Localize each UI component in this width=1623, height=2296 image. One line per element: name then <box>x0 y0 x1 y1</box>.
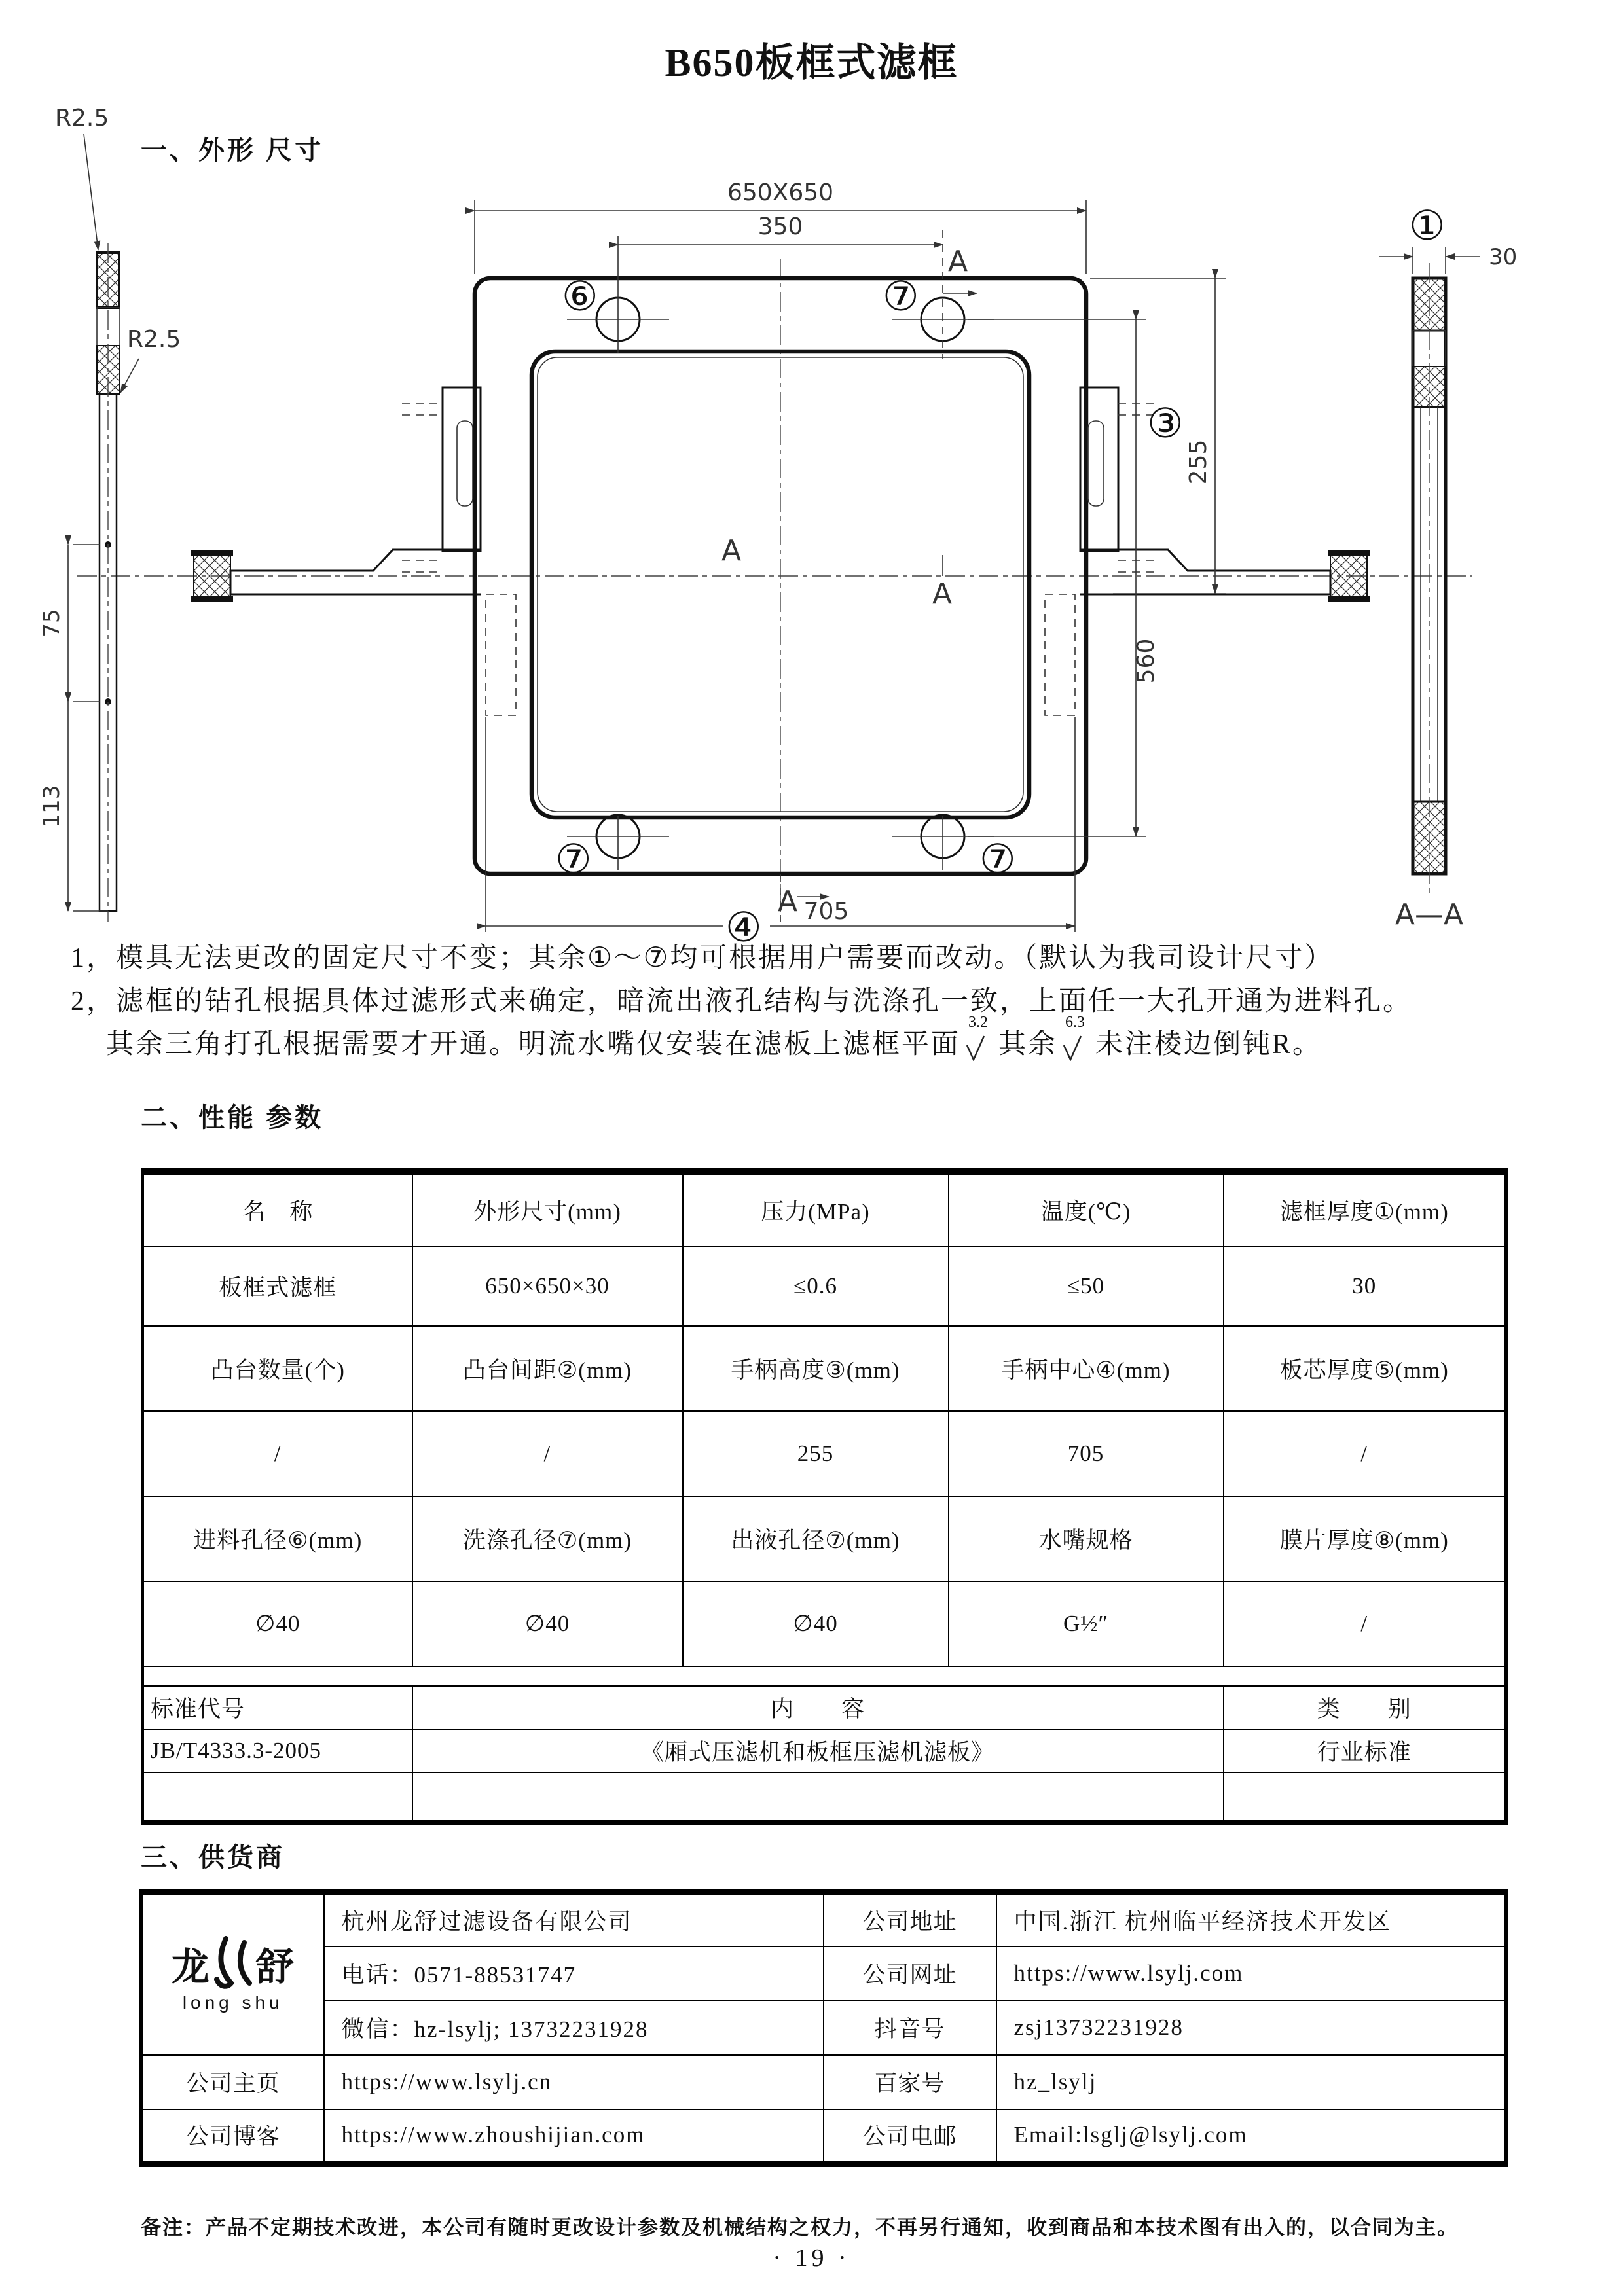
handle-left <box>191 387 516 715</box>
roughness-check-icon <box>963 1035 989 1061</box>
surface-roughness-symbol-2: 6.3 <box>1057 1024 1095 1060</box>
empty-row <box>143 1772 1506 1822</box>
logo-latin-text: long shu <box>182 1992 283 2013</box>
table-row <box>141 1946 1506 2001</box>
section-mark-mid-left: A <box>721 534 742 567</box>
table-row <box>143 1581 1506 1666</box>
header-standard-code: 标准代号 <box>143 1686 412 1729</box>
handle-right <box>1045 387 1370 715</box>
label-company-address: 公司地址 <box>824 1892 996 1946</box>
value-baijia-id: hz_lsylj <box>996 2055 1506 2109</box>
page-title: B650板框式滤框 <box>665 41 958 84</box>
header-boss-count: 凸台数量(个) <box>143 1326 412 1411</box>
callout-7-bottom-left: ⑦ <box>555 835 592 883</box>
dim-top-spacing: 350 <box>757 213 803 240</box>
section-mark-top: A <box>948 245 968 278</box>
value-homepage: https://www.lsylj.cn <box>324 2055 824 2109</box>
note-line-3 <box>106 1014 1322 1062</box>
callout-7-top: ⑦ <box>883 272 919 320</box>
header-pressure: 压力(MPa) <box>683 1172 949 1246</box>
value-feed-hole: ∅40 <box>143 1581 412 1666</box>
value-outlet-hole: ∅40 <box>683 1581 949 1666</box>
header-name: 名 称 <box>143 1172 412 1246</box>
supplier-table <box>139 1889 1508 2167</box>
header-nozzle-spec: 水嘴规格 <box>949 1496 1224 1581</box>
logo-char-left: 龙 <box>171 1945 210 1988</box>
section-heading-performance: 二、性能 参数 <box>141 1103 324 1132</box>
performance-table <box>141 1168 1508 1825</box>
spacer-row <box>143 1666 1506 1686</box>
callout-1: ① <box>1409 202 1446 249</box>
section-heading-supplier: 三、供货商 <box>141 1843 285 1872</box>
header-handle-center: 手柄中心④(mm) <box>949 1326 1224 1411</box>
note-line-2: 2，滤框的钻孔根据具体过滤形式来确定，暗流出液孔结构与洗涤孔一致，上面任一大孔开通为进料孔。 <box>71 986 1413 1016</box>
section-mark-bottom: A <box>778 885 798 918</box>
value-boss-count: / <box>143 1411 412 1496</box>
value-company-website: https://www.lsylj.com <box>996 1946 1506 2001</box>
value-frame-thickness: 30 <box>1224 1246 1506 1326</box>
value-email: Email:lsglj@lsylj.com <box>996 2109 1506 2164</box>
table-row <box>143 1496 1506 1581</box>
standard-value-row <box>143 1729 1506 1772</box>
value-nozzle-spec: G½″ <box>949 1581 1224 1666</box>
value-douyin-id: zsj13732231928 <box>996 2001 1506 2055</box>
table-row <box>141 2055 1506 2109</box>
dim-113: 113 <box>39 785 65 828</box>
standard-header-row <box>143 1686 1506 1729</box>
label-blog: 公司博客 <box>141 2109 324 2164</box>
logo-char-right: 舒 <box>255 1945 295 1988</box>
label-douyin-id: 抖音号 <box>824 2001 996 2055</box>
company-wechat: 微信：hz-lsylj; 13732231928 <box>324 2001 824 2055</box>
surface-roughness-symbol-1: 3.2 <box>960 1024 998 1060</box>
value-handle-height: 255 <box>683 1411 949 1496</box>
dim-radius-top: R2.5 <box>55 105 109 132</box>
value-name: 板框式滤框 <box>143 1246 412 1326</box>
company-phone: 电话：0571-88531747 <box>324 1946 824 2001</box>
callout-7-bottom-right: ⑦ <box>979 835 1016 883</box>
header-frame-thickness: 滤框厚度①(mm) <box>1224 1172 1506 1246</box>
note-line-3b: 其余 <box>998 1030 1058 1060</box>
callout-6: ⑥ <box>562 272 598 320</box>
table-row <box>141 1892 1506 1946</box>
roughness-check-icon <box>1060 1035 1086 1061</box>
empty-cell <box>412 1772 1224 1822</box>
header-core-thickness: 板芯厚度⑤(mm) <box>1224 1326 1506 1411</box>
header-standard-category: 类 别 <box>1224 1686 1506 1729</box>
value-temperature: ≤50 <box>949 1246 1224 1326</box>
label-baijia-id: 百家号 <box>824 2055 996 2109</box>
value-blog: https://www.zhoushijian.com <box>324 2109 824 2164</box>
value-standard-code: JB/T4333.3-2005 <box>143 1729 412 1772</box>
header-temperature: 温度(℃) <box>949 1172 1224 1246</box>
dim-75: 75 <box>39 609 65 637</box>
table-row <box>143 1326 1506 1411</box>
table-row <box>143 1246 1506 1326</box>
table-row <box>143 1172 1506 1246</box>
note-line-3c: 未注棱边倒钝R。 <box>1095 1030 1322 1060</box>
value-company-address: 中国.浙江 杭州临平经济技术开发区 <box>996 1892 1506 1946</box>
dim-handle-height: 255 <box>1185 439 1212 485</box>
value-standard-content: 《厢式压滤机和板框压滤机滤板》 <box>412 1729 1224 1772</box>
value-core-thickness: / <box>1224 1411 1506 1496</box>
header-boss-spacing: 凸台间距②(mm) <box>412 1326 683 1411</box>
dim-thickness: 30 <box>1489 244 1518 270</box>
label-email: 公司电邮 <box>824 2109 996 2164</box>
dim-vertical-spacing: 560 <box>1133 638 1159 684</box>
value-wash-hole: ∅40 <box>412 1581 683 1666</box>
section-aa-label: A—A <box>1395 898 1464 931</box>
callout-3: ③ <box>1147 399 1184 447</box>
header-handle-height: 手柄高度③(mm) <box>683 1326 949 1411</box>
remark-footnote: 备注：产品不定期技术改进，本公司有随时更改设计参数及机械结构之权力，不再另行通知，收到商品和本技术图有出入的，以合同为主。 <box>141 2216 1459 2239</box>
value-outline-size: 650×650×30 <box>412 1246 683 1326</box>
page-number: · 19 · <box>773 2244 850 2272</box>
note-line-3a: 其余三角打孔根据需要才开通。明流水嘴仅安装在滤板上滤框平面 <box>106 1030 961 1060</box>
empty-cell <box>143 1666 1506 1686</box>
value-boss-spacing: / <box>412 1411 683 1496</box>
company-logo <box>141 1892 324 2055</box>
callout-4: ④ <box>725 903 762 949</box>
dim-overall: 650X650 <box>727 179 834 206</box>
header-outline-size: 外形尺寸(mm) <box>412 1172 683 1246</box>
empty-cell <box>1224 1772 1506 1822</box>
table-row <box>141 2109 1506 2164</box>
value-standard-category: 行业标准 <box>1224 1729 1506 1772</box>
value-handle-center: 705 <box>949 1411 1224 1496</box>
company-name: 杭州龙舒过滤设备有限公司 <box>324 1892 824 1946</box>
value-membrane-thickness: / <box>1224 1581 1506 1666</box>
table-row <box>143 1411 1506 1496</box>
dim-handle-center: 705 <box>803 898 849 925</box>
label-company-website: 公司网址 <box>824 1946 996 2001</box>
header-wash-hole: 洗涤孔径⑦(mm) <box>412 1496 683 1581</box>
right-section-view <box>1379 202 1517 931</box>
header-membrane-thickness: 膜片厚度⑧(mm) <box>1224 1496 1506 1581</box>
dim-radius-side: R2.5 <box>127 326 181 353</box>
label-homepage: 公司主页 <box>141 2055 324 2109</box>
empty-cell <box>143 1772 412 1822</box>
centerlines <box>77 259 1472 923</box>
header-feed-hole: 进料孔径⑥(mm) <box>143 1496 412 1581</box>
header-outlet-hole: 出液孔径⑦(mm) <box>683 1496 949 1581</box>
section-mark-mid-right: A <box>932 577 953 611</box>
value-pressure: ≤0.6 <box>683 1246 949 1326</box>
header-standard-content: 内 容 <box>412 1686 1224 1729</box>
section-heading-dimensions: 一、外形 尺寸 <box>141 136 324 165</box>
note-line-1: 1，模具无法更改的固定尺寸不变；其余①～⑦均可根据用户需要而改动。（默认为我司设计尺寸） <box>71 943 1334 973</box>
left-section-view <box>39 105 181 922</box>
table-row <box>141 2001 1506 2055</box>
logo-mark-icon <box>211 1936 255 1991</box>
